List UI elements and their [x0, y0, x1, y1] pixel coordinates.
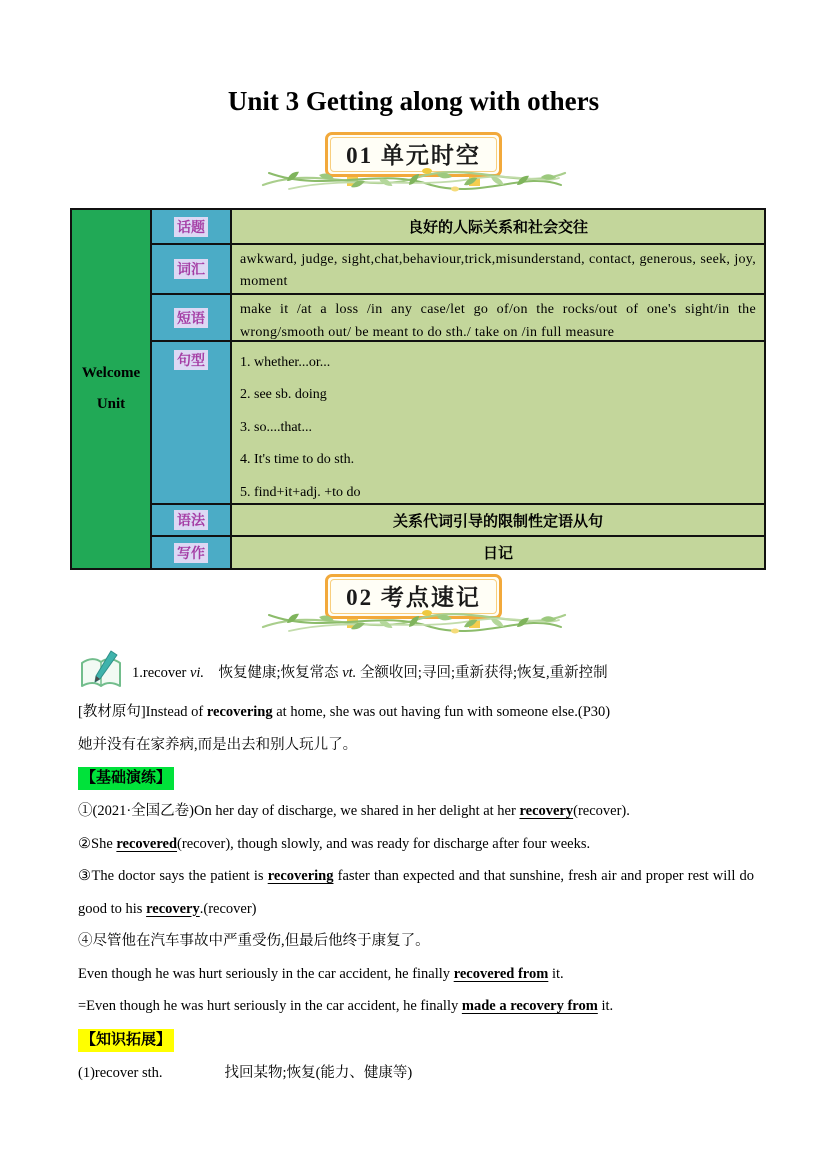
row-patterns-label-cell: [150, 340, 232, 503]
section-2-heading-text: 02 考点速记: [346, 585, 481, 610]
book-pen-icon: [78, 650, 124, 692]
basic-practice-heading: 【基础演练】: [78, 767, 174, 790]
exercise-4-answer: Even though he was hurt seriously in the car accident, he finally recovered from it.: [78, 965, 564, 982]
section-1-heading-text: 01 单元时空: [346, 143, 481, 168]
row-writing-content: 日记: [232, 535, 764, 568]
textbook-source-sentence: [教材原句]Instead of recovering at home, she was out having fun with someone else.(P30): [78, 704, 611, 720]
row-vocab-label-cell: [150, 243, 232, 293]
exercise-4-chinese: ④尽管他在汽车事故中严重受伤,但最后他终于康复了。: [78, 933, 430, 949]
row-patterns-label: 句型: [174, 350, 208, 370]
row-writing-label-cell: [150, 535, 232, 568]
exercise-4-alternative: =Even though he was hurt seriously in the car accident, he finally made a recovery from it.: [78, 998, 614, 1014]
row-grammar-label: 语法: [174, 510, 208, 530]
row-phrases-label: 短语: [174, 308, 208, 328]
word-entry-line: [78, 648, 754, 694]
row-topic-label: 话题: [174, 217, 208, 237]
section-2-banner-wrap: [0, 574, 827, 619]
exercise-1: ①(2021·全国乙卷)On her day of discharge, we shared in her delight at her recovery(recover).: [78, 803, 630, 819]
row-writing-label: 写作: [174, 543, 208, 563]
section-2-banner: [325, 574, 502, 619]
section-1-banner: [325, 132, 502, 177]
row-vocab-label: 词汇: [174, 259, 208, 279]
row-phrases-label-cell: [150, 293, 232, 340]
branch-decoration-icon: [259, 159, 569, 203]
section-1-banner-wrap: [0, 132, 827, 177]
exercise-3: ③The doctor says the patient is recovering faster than expected and that sunshine, fresh air and proper rest will do good to his recovery.(recover): [78, 868, 755, 917]
row-topic-content: 良好的人际关系和社会交往: [232, 210, 764, 243]
study-content: [78, 648, 754, 1089]
row-topic-label-cell: [150, 210, 232, 243]
word-entry-headline: 1.recover vi. 恢复健康;恢复常态 vt. 全额收回;寻回;重新获得;恢复,重新控制: [132, 664, 608, 681]
row-phrases-content: make it /at a loss /in any case/let go of/on the rocks/out of one's sight/in the wrong/smooth out/ be meant to do sth./ take on /in full measure: [232, 293, 764, 340]
unit-overview-table: [70, 208, 766, 570]
expansion-term: (1)recover sth.: [78, 1064, 163, 1081]
row-grammar-content: 关系代词引导的限制性定语从句: [232, 503, 764, 535]
row-patterns-content: 1. whether...or... 2. see sb. doing 3. so....that... 4. It's time to do sth. 5. find+it+adj. +to do: [232, 340, 764, 503]
unit-name-line1: Welcome: [81, 365, 141, 381]
expansion-definition: 找回某物;恢复(能力、健康等): [224, 1064, 413, 1081]
unit-name-cell: [72, 210, 150, 568]
expansion-item-1: [78, 1057, 754, 1090]
textbook-source-translation: 她并没有在家养病,而是出去和别人玩儿了。: [78, 736, 358, 753]
branch-decoration-icon: [259, 601, 569, 645]
page-title: Unit 3 Getting along with others: [227, 86, 600, 116]
row-vocab-content: awkward, judge, sight,chat,behaviour,trick,misunderstand, contact, generous, seek, joy, moment: [232, 243, 764, 293]
knowledge-expansion-heading: 【知识拓展】: [78, 1029, 174, 1052]
exercise-2: ②She recovered(recover), though slowly, and was ready for discharge after four weeks.: [78, 835, 591, 852]
unit-name-line2: Unit: [96, 396, 126, 412]
row-grammar-label-cell: [150, 503, 232, 535]
